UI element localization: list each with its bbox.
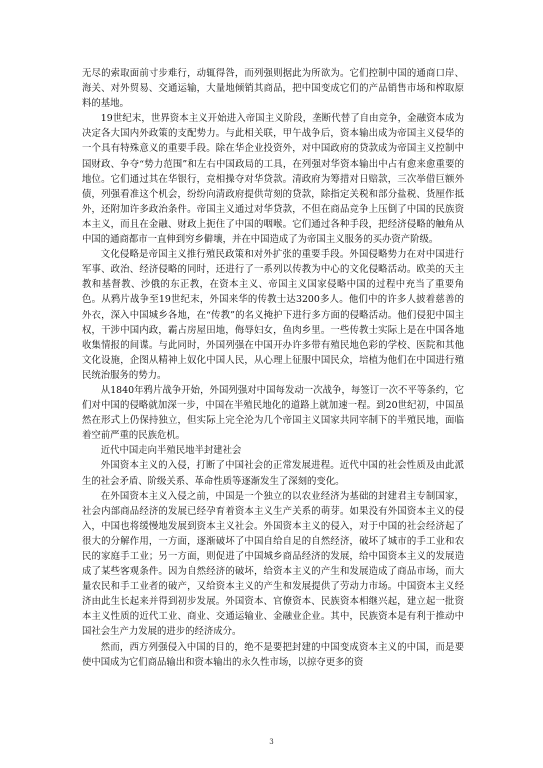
paragraph: 在外国资本主义入侵之前，中国是一个独立的以农业经济为基础的封建君主专制国家，社会内部商品经济的发展已经孕育着资本主义生产关系的萌芽。如果没有外国资本主义的侵入，中国也将缓慢地发展到资本主义社会。外国资本主义的侵入，对于中国的社会经济起了很大的分解作用，一方面，逐渐破坏了中国自给自足的自然经济，破坏了城市的手工业和农民的家庭手工业；另一方面，则促进了中国城乡商品经济的发展，给中国资本主义的发展造成了某些客观条件。因为自然经济的破坏，给资本主义的产生和发展造成了商品市场，而大量农民和手工业者的破产，又给资本主义的产生和发展提供了劳动力市场。中国资本主义经济由此生长起来并得到初步发展。外国资本、官僚资本、民族资本相继兴起，建立起一批资本主义性质的近代工业、商业、交通运输业、金融业企业。其中，民族资本是有利于推动中国社会生产力发展的进步的经济成分。 — [82, 490, 464, 638]
section-heading: 近代中国走向半殖民地半封建社会 — [100, 445, 242, 457]
body-text — [82, 66, 464, 670]
paragraph: 无尽的索取面前寸步难行，动辄得咎，而列强则据此为所欲为。它们控制中国的通商口岸、海关、对外贸易、交通运输，大量地倾销其商品，把中国变成它们的产品销售市场和榨取原料的基地。 — [82, 68, 464, 110]
paragraph: 19世纪末，世界资本主义开始进入帝国主义阶段，垄断代替了自由竞争，金融资本成为决定各大国内外政策的支配势力。与此相关联，甲午战争后，资本输出成为帝国主义侵华的一个具有特殊意义的重要手段。除在华企业投资外，对中国政府的贷款成为帝国主义控制中国财政、争夺“势力范围”和左右中国政局的工具，在列强对华资本输出中占有愈来愈重要的地位。它们通过其在华银行，竞相操夺对华贷款。清政府为筹措对日赔款，三次举借巨额外债，列强看准这个机会，纷纷向清政府提供苛刻的贷款，除指定关税和部分盐税、货厘作抵外，还附加许多政治条件。帝国主义通过对华贷款，不但在商品竞争上压倒了中国的民族资本主义，而且在金融、财政上扼住了中国的咽喉。它们通过各种手段，把经济侵略的触角从中国的通商都市一直伸到穷乡僻壤，并在中国造成了为帝国主义服务的买办资产阶级。 — [82, 113, 464, 246]
page-number: 3 — [269, 738, 274, 746]
paragraph: 文化侵略是帝国主义推行殖民政策和对外扩张的重要手段。外国侵略势力在对中国进行军事、政治、经济侵略的同时，还进行了一系列以传教为中心的文化侵略活动。欧美的天主教和基督教、沙俄的东正教，在资本主义、帝国主义国家侵略中国的过程中充当了重要角色。从鸦片战争至19世纪末，外国来华的传教士达3200多人。他们中的许多人披着慈善的外衣，深入中国城乡各地，在“传教”的名义掩护下进行多方面的侵略活动。他们侵犯中国主权，干涉中国内政，霸占房屋田地，侮辱妇女，鱼肉乡里。一些传教士实际上是在中国各地收集情报的间谍。与此同时，外国列强在中国开办许多带有殖民地色彩的学校、医院和其他文化设施，企图从精神上奴化中国人民，从心理上征服中国民众，培植为他们在中国进行殖民统治服务的势力。 — [82, 249, 464, 381]
paragraph: 从1840年鸦片战争开始，外国列强对中国每发动一次战争，每签订一次不平等条约，它们对中国的侵略就加深一步，中国在半殖民地化的道路上就加速一程。到20世纪初，中国虽然在形式上仍保持独立，但实际上完全沦为几个帝国主义国家共同宰制下的半殖民地，面临着空前严重的民族危机。 — [82, 384, 464, 442]
paragraph: 外国资本主义的入侵，打断了中国社会的正常发展进程。近代中国的社会性质及由此派生的社会矛盾、阶级关系、革命性质等逐渐发生了深刻的变化。 — [82, 460, 464, 487]
paragraph: 然而，西方列强侵入中国的目的，绝不是要把封建的中国变成资本主义的中国，而是要使中国成为它们商品输出和资本输出的永久性市场，以掠夺更多的资 — [82, 641, 464, 668]
